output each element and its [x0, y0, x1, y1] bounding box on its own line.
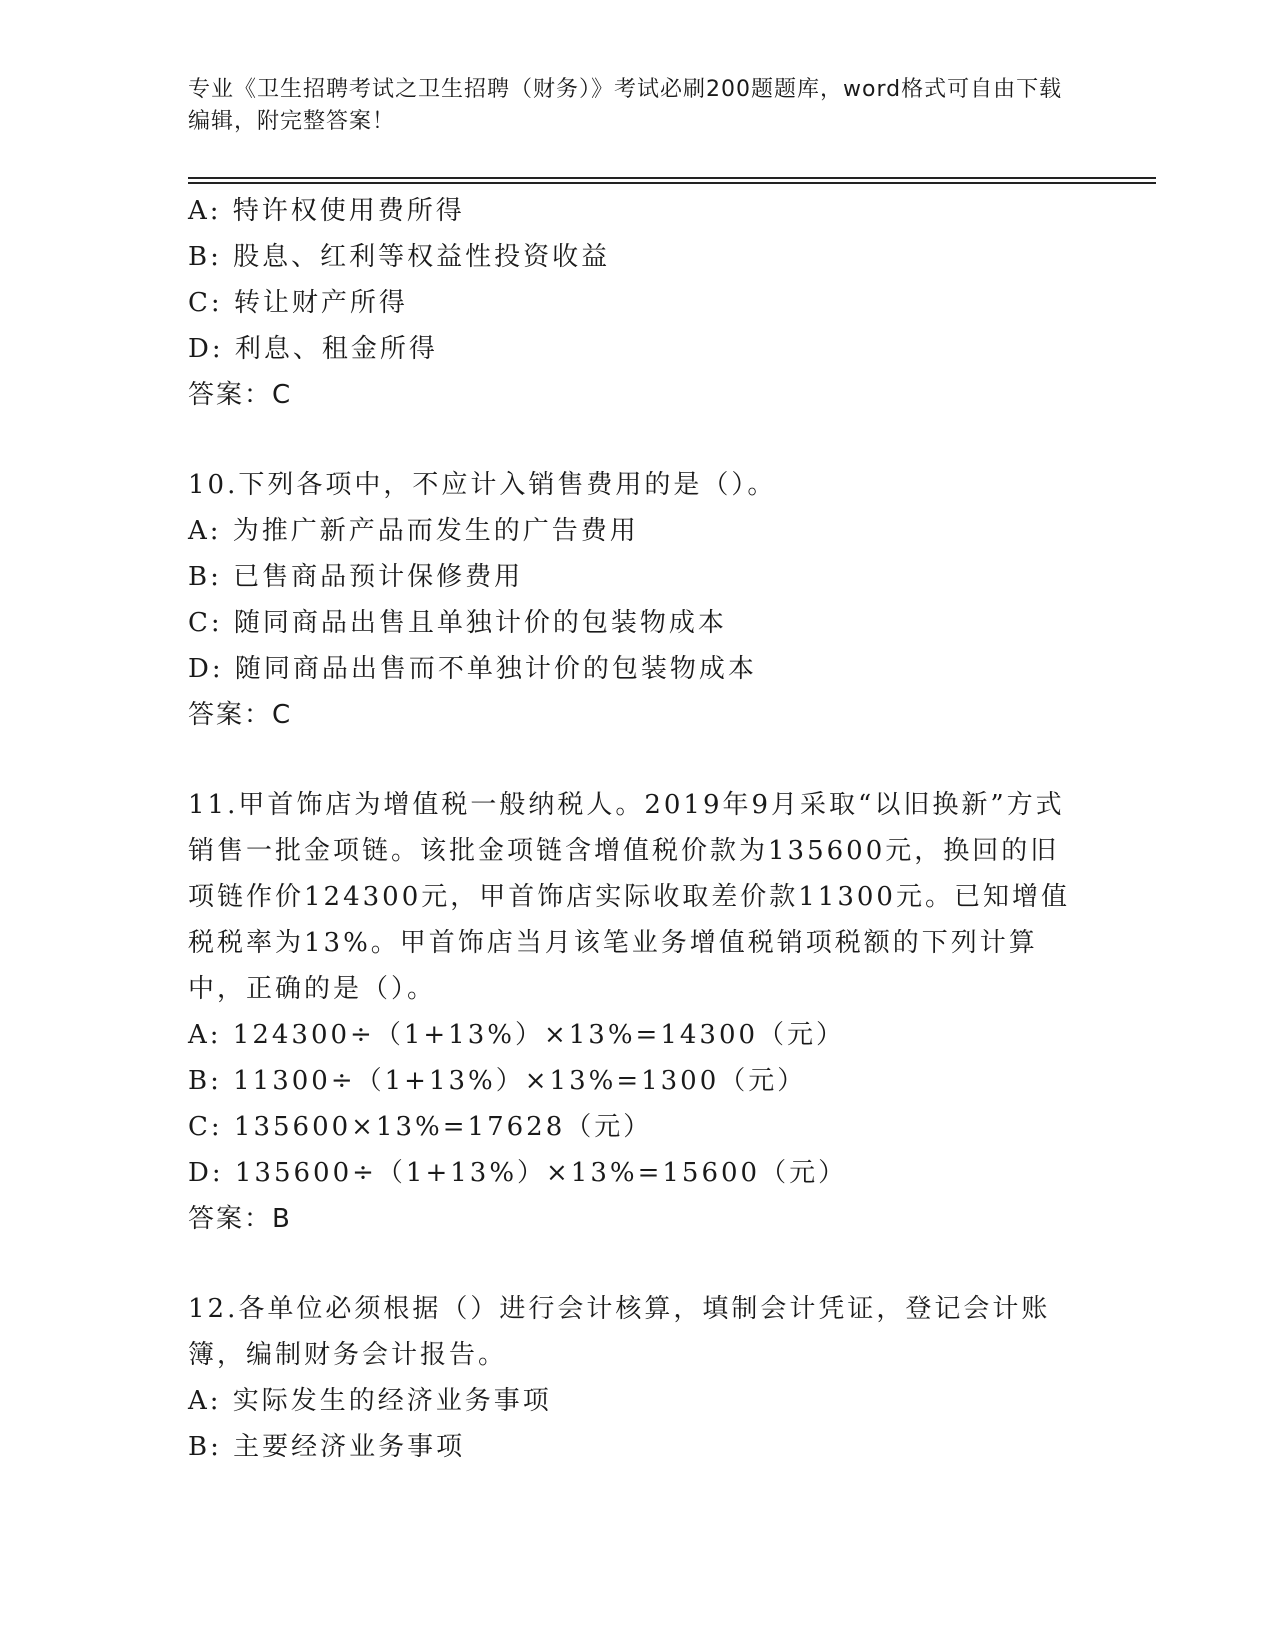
- question-block: [188, 782, 1088, 1242]
- question-stem: 11.甲首饰店为增值税一般纳税人。2019年9月采取“以旧换新”方式销售一批金项链。该批金项链含增值税价款为135600元，换回的旧项链作价124300元，甲首饰店实际收取差价款11300元。已知增值税税率为13%。甲首饰店当月该笔业务增值税销项税额的下列计算中，正确的是（）。: [188, 790, 1070, 1004]
- answer-line: 答案：C: [188, 380, 293, 410]
- header-divider-bottom: [188, 182, 1156, 184]
- option-d: D: 利息、租金所得: [188, 334, 438, 364]
- question-list: [188, 188, 1088, 1470]
- option-a: A: 124300÷（1+13%）×13%=14300（元）: [188, 1020, 846, 1050]
- question-block: [188, 1286, 1088, 1470]
- question-stem: 10.下列各项中，不应计入销售费用的是（）。: [188, 470, 777, 500]
- document-header: 专业《卫生招聘考试之卫生招聘（财务）》考试必刷200题题库，word格式可自由下载编辑，附完整答案！: [188, 77, 1063, 134]
- question-block: [188, 462, 1088, 738]
- option-c: C: 随同商品出售且单独计价的包装物成本: [188, 608, 727, 638]
- header-divider-top: [188, 177, 1156, 179]
- option-b: B: 股息、红利等权益性投资收益: [188, 242, 611, 272]
- option-a: A: 特许权使用费所得: [188, 196, 465, 226]
- option-c: C: 转让财产所得: [188, 288, 408, 318]
- answer-line: 答案：C: [188, 700, 293, 730]
- option-c: C: 135600×13%=17628（元）: [188, 1112, 653, 1142]
- option-a: A: 实际发生的经济业务事项: [188, 1386, 552, 1416]
- answer-line: 答案：B: [188, 1204, 292, 1234]
- option-d: D: 135600÷（1+13%）×13%=15600（元）: [188, 1158, 848, 1188]
- option-b: B: 11300÷（1+13%）×13%=1300（元）: [188, 1066, 807, 1096]
- option-a: A: 为推广新产品而发生的广告费用: [188, 516, 639, 546]
- question-block: [188, 188, 1088, 418]
- option-d: D: 随同商品出售而不单独计价的包装物成本: [188, 654, 757, 684]
- option-b: B: 主要经济业务事项: [188, 1432, 466, 1462]
- option-b: B: 已售商品预计保修费用: [188, 562, 524, 592]
- question-stem: 12.各单位必须根据（）进行会计核算，填制会计凭证，登记会计账簿，编制财务会计报告。: [188, 1294, 1051, 1370]
